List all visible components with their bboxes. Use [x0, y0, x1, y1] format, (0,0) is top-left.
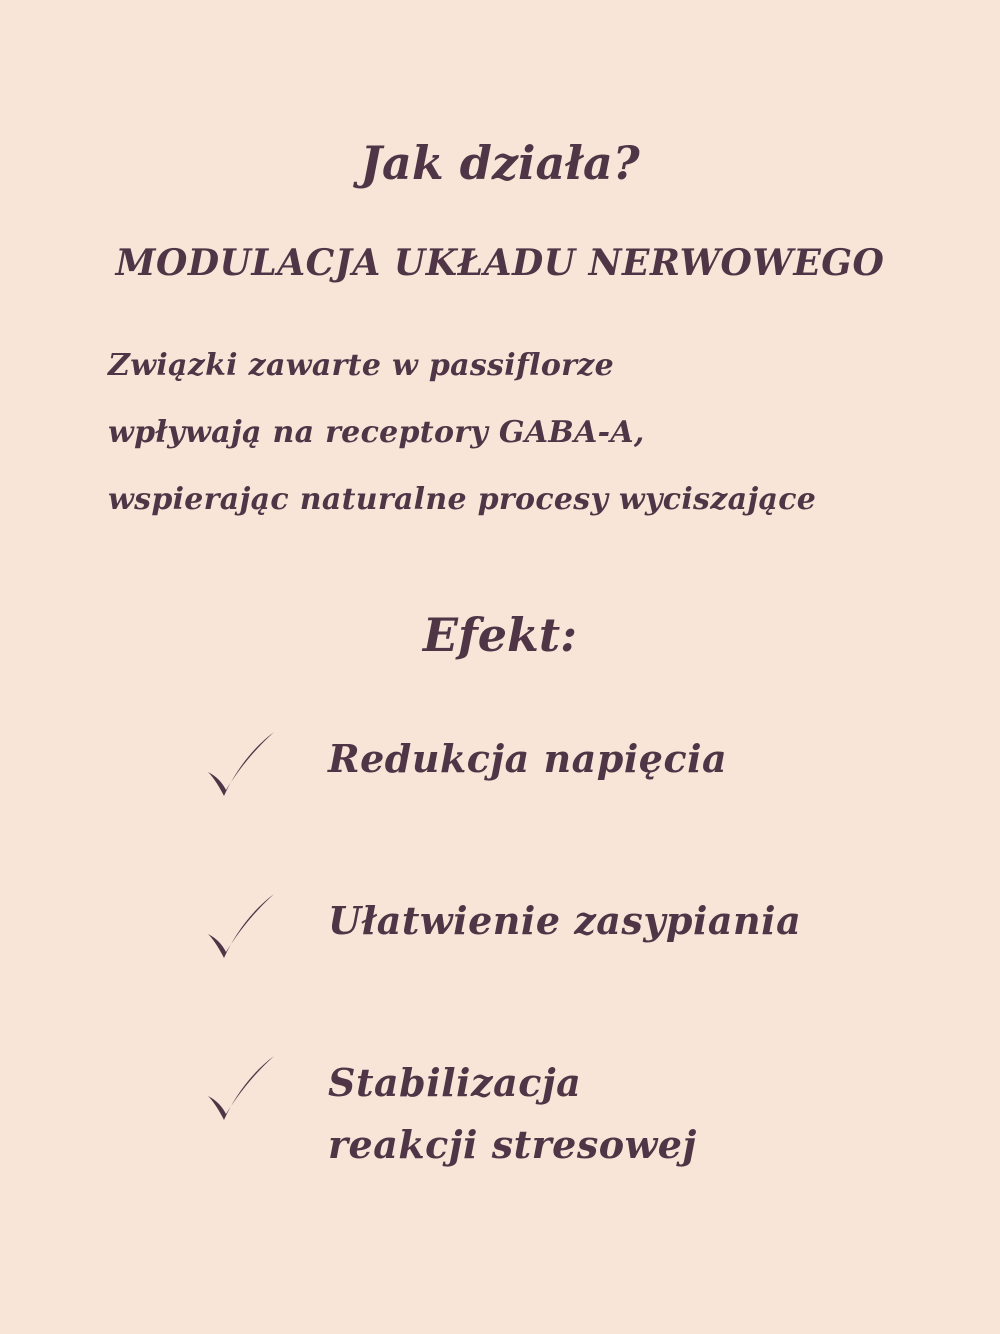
- check-icon: [200, 728, 280, 808]
- description-line: wspierając naturalne procesy wyciszające: [108, 482, 817, 517]
- effect-label: [328, 1052, 697, 1176]
- description-line: wpływają na receptory GABA-A,: [108, 415, 645, 450]
- page-title: Jak działa?: [360, 136, 640, 190]
- effect-label: [328, 890, 801, 952]
- effect-label: [328, 728, 727, 790]
- section-subtitle: MODULACJA UKŁADU NERWOWEGO: [115, 242, 885, 284]
- description-line: Związki zawarte w passiflorze: [108, 348, 614, 383]
- check-icon: [200, 1052, 280, 1132]
- check-icon: [200, 890, 280, 970]
- effect-label-line: Ułatwienie zasypiania: [328, 898, 802, 943]
- effect-label-line: Redukcja napięcia: [328, 736, 728, 781]
- description: [108, 332, 938, 533]
- effect-label-line: Stabilizacja: [328, 1060, 582, 1105]
- effect-heading: Efekt:: [422, 608, 578, 662]
- effect-label-line: reakcji stresowej: [328, 1122, 697, 1167]
